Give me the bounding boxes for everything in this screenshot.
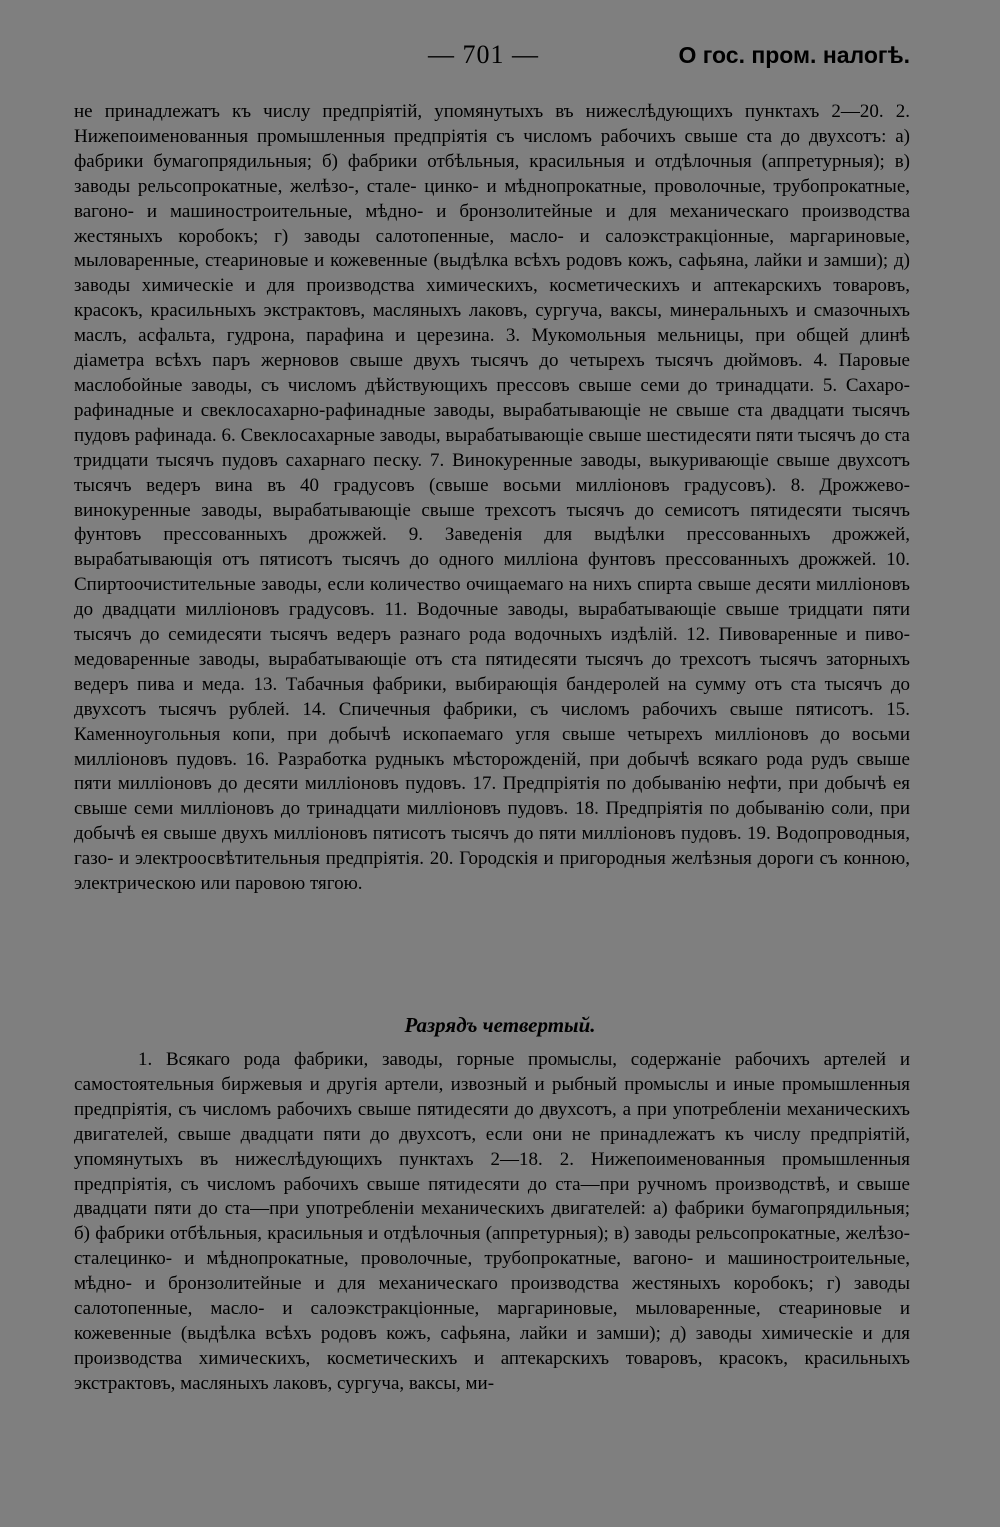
page-number: — 701 — (428, 40, 539, 69)
body-paragraph-1: не принадлежатъ къ числу предпріятій, упомянутыхъ въ нижеслѣдующихъ пунктахъ 2—20. 2. Нижепоименованныя промышленныя предпріятія съ числомъ рабочихъ свыше ста до двухсотъ: а) фабрики бумагопрядильныя; б) фабрики отбѣльныя, красильныя и отдѣлочныя (аппретурныя); в) заводы рельсопрокатные, желѣзо-, стале- цинко- и мѣднопрокатные, проволочные, трубопрокатные, вагоно- и машиностроительные, мѣдно- и бронзолитейные и для механическаго производства жестяныхъ коробокъ; г) заводы салотопенные, масло- и салоэкстракціонные, маргариновые, мыловаренные, стеариновые и кожевенные (выдѣлка всѣхъ родовъ кожъ, сафьяна, лайки и замши); д) заводы химическіе и для производства химическихъ, косметическихъ и аптекарскихъ товаровъ, красокъ, красильныхъ экстрактовъ, масляныхъ лаковъ, сургуча, ваксы, минеральныхъ и смазочныхъ маслъ, асфальта, гудрона, парафина и церезина. 3. Мукомольныя мельницы, при общей длинѣ діаметра всѣхъ паръ жерновов свыше двухъ тысячъ до четырехъ тысячъ дюймовъ. 4. Паровые маслобойные заводы, съ числомъ дѣйствующихъ прессовъ свыше семи до тринадцати. 5. Сахаро-рафинадные и свеклосахарно-рафинадные заводы, вырабатывающіе не свыше ста двадцати тысячъ пудовъ рафинада. 6. Свеклосахарные заводы, вырабатывающіе свыше шестидесяти пяти тысячъ до ста тридцати тысячъ пудовъ сахарнаго песку. 7. Винокуренные заводы, выкуривающіе свыше двухсотъ тысячъ ведеръ вина въ 40 градусовъ (свыше восьми милліоновъ градусовъ). 8. Дрожжево-винокуренные заводы, вырабатывающіе свыше трехсотъ тысячъ до семисотъ пятидесяти тысячъ фунтовъ прессованныхъ дрожжей. 9. Заведенія для выдѣлки прессованныхъ дрожжей, вырабатывающія отъ пятисотъ тысячъ до одного милліона фунтовъ прессованныхъ дрожжей. 10. Спиртоочистительные заводы, если количество очищаемаго на нихъ спирта свыше десяти милліоновъ до двадцати милліоновъ градусовъ. 11. Водочные заводы, вырабатывающіе свыше тридцати пяти тысячъ до семидесяти тысячъ ведеръ разнаго рода водочныхъ издѣлій. 12. Пивоваренные и пиво-медоваренные заводы, вырабатывающіе отъ ста пятидесяти тысячъ до трехсотъ тысячъ заторныхъ ведеръ пива и меда. 13. Табачныя фабрики, выбирающія бандеролей на сумму отъ ста тысячъ до двухсотъ тысячъ рублей. 14. Спичечныя фабрики, съ числомъ рабочихъ свыше пятисотъ. 15. Каменноугольныя копи, при добычѣ ископаемаго угля свыше четырехъ милліоновъ до восьми милліоновъ пудовъ. 16. Разработка рудныкъ мѣсторожденій, при добычѣ всякаго рода рудъ свыше пяти милліоновъ до десяти милліоновъ пудовъ. 17. Предпріятія по добыванію нефти, при добычѣ ея свыше семи милліоновъ до тринадцати милліоновъ пудовъ. 18. Предпріятія по добыванію соли, при добычѣ ея свыше двухъ милліоновъ пятисотъ тысячъ до пяти милліоновъ пудовъ. 19. Водопроводныя, газо- и электроосвѣтительныя предпріятія. 20. Городскія и пригородныя желѣзныя дороги съ конною, электрическою или паровою тягою. (74, 101, 910, 895)
body-paragraph-2: 1. Всякаго рода фабрики, заводы, горные промыслы, содержаніе рабочихъ артелей и самостоятельныя биржевыя и другія артели, извозный и рыбный промыслы и иные промышленныя предпріятія, съ числомъ рабочихъ свыше пятидесяти до двухсотъ, а при употребленіи механическихъ двигателей, свыше двадцати пяти до двухсотъ, если они не принадлежатъ къ числу предпріятій, упомянутыхъ въ нижеслѣдующихъ пунктахъ 2—18. 2. Нижепоименованныя промышленныя предпріятія, съ числомъ рабочихъ свыше пятидесяти до ста—при ручномъ производствѣ, и свыше двадцати пяти до ста—при употребленіи механическихъ двигателей: а) фабрики бумагопрядильныя; б) фабрики отбѣльныя, красильныя и отдѣлочныя (аппретурныя); в) заводы рельсопрокатные, желѣзо-сталецинко- и мѣднопрокатные, проволочные, трубопрокатные, вагоно- и машиностроительные, мѣдно- и бронзолитейные и для механическаго производства жестяныхъ коробокъ; г) заводы салотопенные, масло- и салоэкстракціонные, маргариновые, мыловаренные, стеариновые и кожевенные (выдѣлка всѣхъ родовъ кожъ, сафьяна, лайки и замши); д) заводы химическіе и для производства химическихъ, косметическихъ и аптекарскихъ товаровъ, красокъ, красильныхъ экстрактовъ, масляныхъ лаковъ, сургуча, ваксы, ми- (74, 1049, 910, 1394)
section-heading: Разрядъ четвертый. (404, 1013, 596, 1037)
running-title: О гос. пром. налогѣ. (678, 42, 910, 68)
page-header (0, 40, 1000, 80)
